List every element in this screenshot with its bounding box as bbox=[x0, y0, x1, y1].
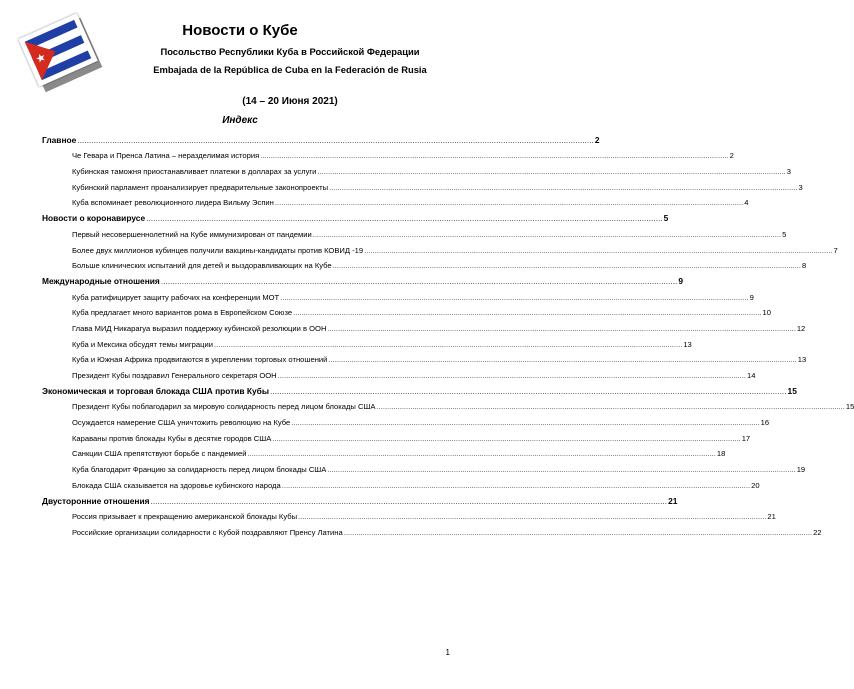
dot-leader bbox=[327, 324, 795, 333]
toc-item-title: Санкции США препятствуют борьбе с пандемией bbox=[72, 449, 247, 459]
toc-page-number: 13 bbox=[683, 339, 692, 349]
toc-item-entry[interactable] bbox=[42, 411, 770, 428]
dot-leader bbox=[328, 355, 796, 364]
embassy-name-russian: Посольство Республики Куба в Российской Федерации bbox=[160, 46, 420, 57]
toc-item-title: Более двух миллионов кубинцев получили вакцины-кандидаты против КОВИД -19 bbox=[72, 245, 364, 255]
toc-item-entry[interactable] bbox=[42, 239, 838, 255]
toc-page-number: 21 bbox=[668, 495, 678, 506]
toc-item-entry[interactable] bbox=[42, 474, 760, 490]
embassy-name-spanish: Embajada de la República de Cuba en la Federación de Rusia bbox=[153, 64, 427, 75]
toc-section-title: Экономическая и торговая блокада США против Кубы bbox=[42, 385, 269, 396]
toc-page-number: 10 bbox=[762, 308, 771, 318]
toc-page-number: 15 bbox=[787, 385, 797, 396]
toc-item-title: Че Гевара и Пренса Латина – неразделимая история bbox=[72, 151, 260, 161]
toc-page-number: 18 bbox=[716, 449, 726, 459]
toc-page-number: 2 bbox=[729, 151, 734, 161]
toc-page-number: 5 bbox=[782, 229, 787, 239]
toc-item-entry[interactable] bbox=[42, 176, 803, 192]
toc-page-number: 13 bbox=[797, 355, 807, 365]
dot-leader bbox=[247, 449, 715, 458]
page-number: 1 bbox=[445, 648, 450, 657]
dot-leader bbox=[329, 183, 797, 192]
toc-section-entry[interactable] bbox=[42, 207, 669, 224]
dot-leader bbox=[151, 497, 668, 506]
toc-page-number: 17 bbox=[741, 433, 751, 443]
document-title: Новости о Кубе bbox=[182, 22, 298, 39]
toc-item-entry[interactable] bbox=[42, 255, 807, 271]
toc-section-entry[interactable] bbox=[42, 270, 684, 286]
toc-item-entry[interactable] bbox=[42, 160, 791, 177]
toc-page-number: 9 bbox=[749, 292, 754, 302]
dot-leader bbox=[333, 261, 801, 270]
toc-page-number: 15 bbox=[845, 402, 854, 412]
dot-leader bbox=[146, 214, 663, 223]
toc-page-number: 2 bbox=[594, 134, 600, 145]
toc-item-title: Россия призывает к прекращению американской блокады Кубы bbox=[72, 512, 298, 522]
dot-leader bbox=[293, 308, 761, 317]
toc-item-entry[interactable] bbox=[42, 349, 807, 365]
toc-item-title: Куба ратифицирует защиту рабочих на конференции МОТ bbox=[72, 292, 280, 302]
table-of-contents bbox=[42, 129, 854, 537]
toc-item-entry[interactable] bbox=[42, 286, 754, 302]
dot-leader bbox=[280, 293, 748, 302]
dot-leader bbox=[272, 434, 740, 443]
toc-item-title: Первый несовершеннолетний на Кубе иммунизирован от пандемии bbox=[72, 229, 312, 239]
toc-section-title: Новости о коронавирусе bbox=[42, 213, 146, 224]
toc-page-number: 3 bbox=[786, 167, 791, 177]
toc-section-title: Двусторонние отношения bbox=[42, 495, 150, 506]
toc-item-title: Куба предлагает много вариантов рома в Европейском Союзе bbox=[72, 308, 293, 318]
index-heading: Индекс bbox=[222, 115, 258, 126]
toc-item-entry[interactable] bbox=[42, 506, 776, 522]
dot-leader bbox=[313, 230, 781, 239]
toc-page-number: 20 bbox=[751, 480, 760, 490]
toc-item-title: Караваны против блокады Кубы в десятке городов США bbox=[72, 433, 272, 443]
toc-item-title: Кубинский парламент проанализирует предварительные законопроекты bbox=[72, 182, 329, 192]
toc-item-entry[interactable] bbox=[42, 396, 854, 412]
toc-item-title: Осуждается намерение США уничтожить революцию на Кубе bbox=[72, 418, 291, 428]
dot-leader bbox=[291, 418, 759, 427]
dot-leader bbox=[317, 167, 785, 176]
dot-leader bbox=[260, 151, 728, 160]
toc-item-title: Российские организации солидарности с Кубой поздравляют Пренсу Латина bbox=[72, 527, 343, 537]
toc-page-number: 21 bbox=[767, 512, 776, 522]
dot-leader bbox=[275, 198, 743, 207]
toc-page-number: 14 bbox=[747, 371, 756, 380]
dot-leader bbox=[161, 277, 678, 286]
toc-page-number: 12 bbox=[796, 323, 806, 333]
toc-item-entry[interactable] bbox=[42, 317, 806, 333]
toc-item-entry[interactable] bbox=[42, 521, 822, 537]
dot-leader bbox=[214, 340, 682, 349]
toc-section-entry[interactable] bbox=[42, 490, 678, 506]
dot-leader bbox=[364, 246, 832, 255]
toc-item-entry[interactable] bbox=[42, 223, 787, 239]
toc-item-entry[interactable] bbox=[42, 458, 806, 475]
toc-item-entry[interactable] bbox=[42, 443, 726, 459]
toc-item-entry[interactable] bbox=[42, 427, 751, 443]
dot-leader bbox=[377, 402, 845, 411]
toc-item-title: Кубинская таможня приостанавливает платежи в долларах за услуги bbox=[72, 167, 317, 177]
toc-item-title: Блокада США сказывается на здоровье кубинского народа bbox=[72, 480, 281, 490]
date-range: (14 – 20 Июня 2021) bbox=[242, 96, 338, 107]
toc-page-number: 16 bbox=[760, 418, 770, 428]
toc-item-entry[interactable] bbox=[42, 192, 749, 208]
toc-page-number: 3 bbox=[798, 182, 803, 192]
toc-item-title: Президент Кубы поздравил Генерального секретаря ООН bbox=[72, 371, 277, 380]
toc-page-number: 4 bbox=[744, 198, 749, 208]
toc-item-entry[interactable] bbox=[42, 145, 734, 161]
toc-page-number: 8 bbox=[802, 261, 807, 271]
dot-leader bbox=[77, 136, 594, 145]
toc-item-entry[interactable] bbox=[42, 333, 692, 349]
toc-item-title: Больше клинических испытаний для детей и выздоравливающих на Кубе bbox=[72, 261, 332, 271]
toc-item-title: Куба и Мексика обсудят темы миграции bbox=[72, 339, 213, 349]
toc-section-title: Главное bbox=[42, 134, 77, 145]
toc-item-title: Куба благодарит Францию за солидарность перед лицом блокады США bbox=[72, 465, 327, 475]
toc-page-number: 19 bbox=[796, 465, 806, 475]
toc-item-title: Глава МИД Никарагуа выразил поддержку кубинской резолюции в ООН bbox=[72, 323, 327, 333]
dot-leader bbox=[298, 512, 766, 521]
dot-leader bbox=[327, 465, 795, 474]
toc-page-number: 7 bbox=[833, 245, 838, 255]
toc-section-title: Международные отношения bbox=[42, 275, 160, 286]
toc-page-number: 22 bbox=[813, 527, 822, 537]
toc-item-title: Куба вспоминает революционного лидера Вильму Эспин bbox=[72, 198, 274, 208]
dot-leader bbox=[278, 371, 746, 380]
toc-item-title: Президент Кубы поблагодарил за мировую солидарность перед лицом блокады США bbox=[72, 402, 376, 412]
toc-page-number: 5 bbox=[663, 213, 669, 224]
toc-item-entry[interactable] bbox=[42, 302, 771, 318]
dot-leader bbox=[282, 481, 750, 490]
toc-section-entry[interactable] bbox=[42, 380, 797, 396]
toc-item-entry[interactable] bbox=[42, 364, 756, 380]
toc-section-entry[interactable] bbox=[42, 129, 600, 145]
toc-item-title: Куба и Южная Африка продвигаются в укреплении торговых отношений bbox=[72, 355, 328, 365]
dot-leader bbox=[270, 387, 787, 396]
dot-leader bbox=[344, 528, 812, 537]
toc-page-number: 9 bbox=[678, 275, 684, 286]
